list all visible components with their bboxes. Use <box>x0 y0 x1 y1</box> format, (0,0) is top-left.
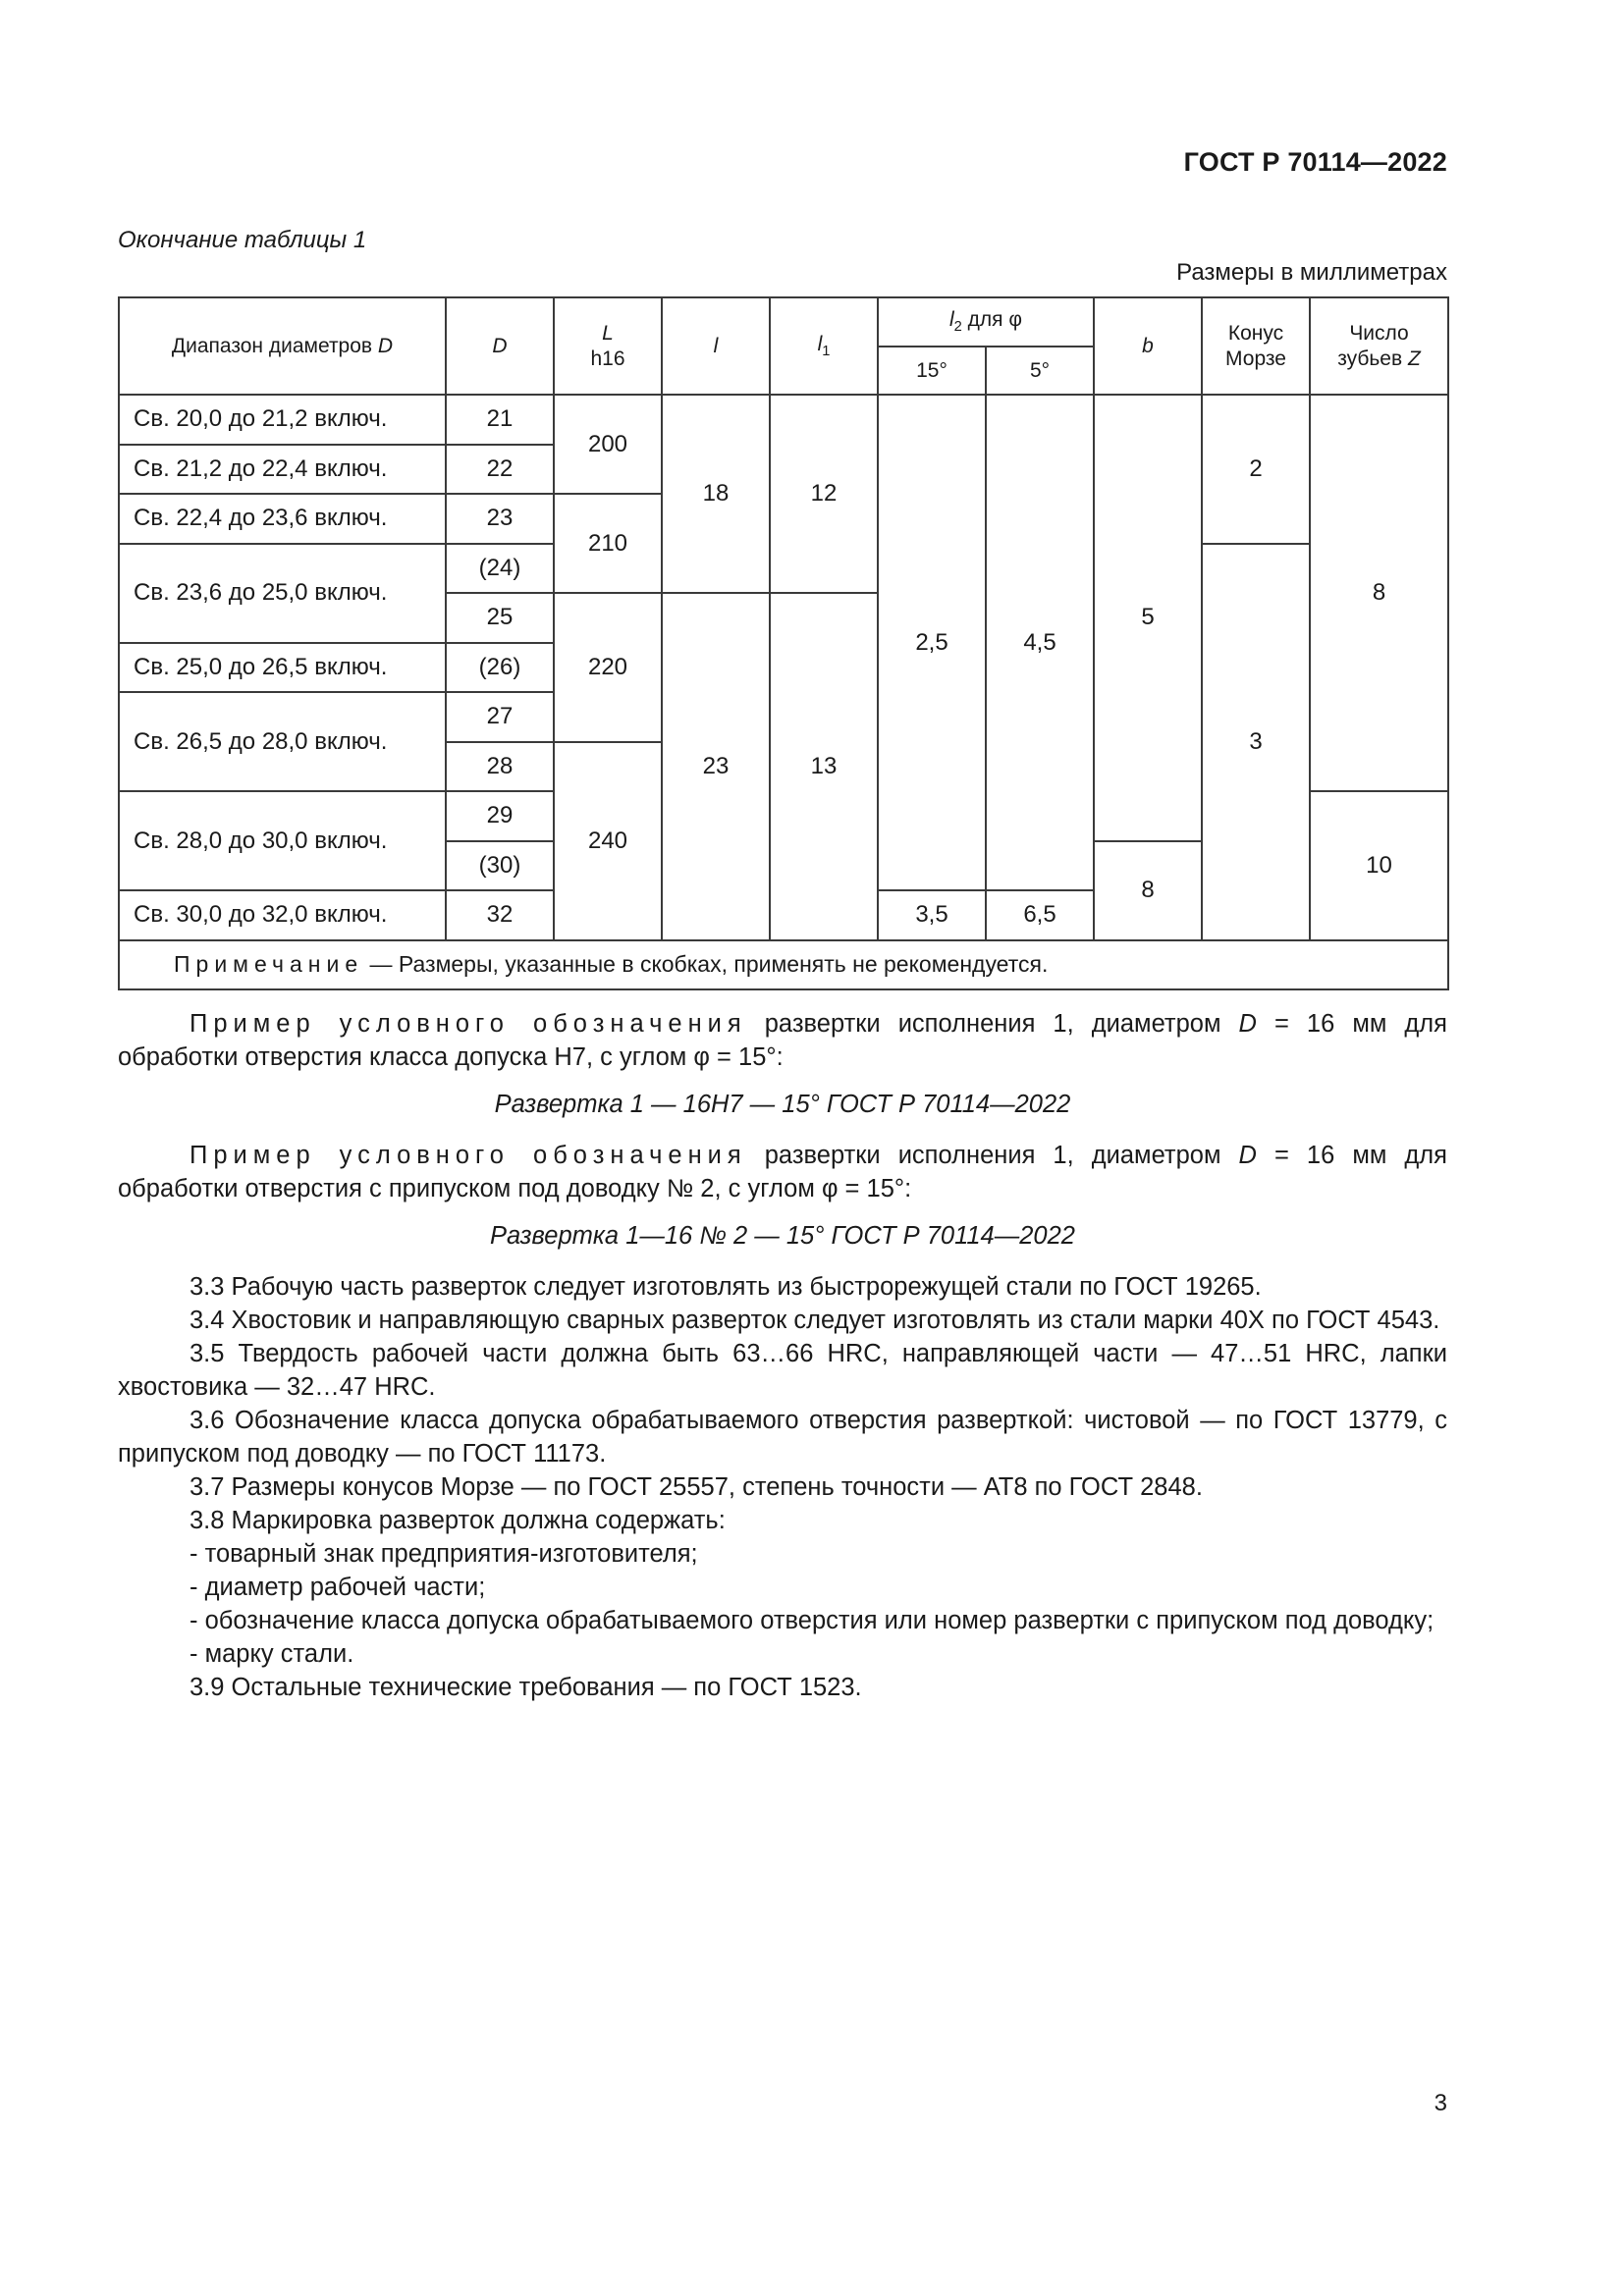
cell-d: (30) <box>446 841 554 891</box>
header-l1: $l_1$ <box>770 297 878 395</box>
cell-range: Св. 21,2 до 22,4 включ. <box>119 445 446 495</box>
body-text <box>118 1007 1447 1704</box>
cell-d: 25 <box>446 593 554 643</box>
cell-l2-5: 6,5 <box>986 890 1094 940</box>
cell-l1: 12 <box>770 395 878 593</box>
list-item: - товарный знак предприятия-изготовителя; <box>189 1540 698 1568</box>
header-d: D <box>446 297 554 395</box>
clause-paragraph: 3.8 Маркировка разверток должна содержать: <box>189 1507 726 1534</box>
cell-l2-15: 3,5 <box>878 890 986 940</box>
cell-d: 21 <box>446 395 554 445</box>
clause-paragraph: 3.5 Твердость рабочей части должна быть 63…66 HRC, направляющей части — 47…51 HRC, лапки хвостовика — 32…47 HRC. <box>118 1340 1447 1401</box>
clause-paragraph: 3.3 Рабочую часть разверток следует изготовлять из быстрорежущей стали по ГОСТ 19265. <box>189 1273 1262 1301</box>
cell-d: 27 <box>446 692 554 742</box>
cell-d: (26) <box>446 643 554 693</box>
example-designation: Развертка 1 — 16Н7 — 15° ГОСТ Р 70114—2022 <box>494 1091 1071 1118</box>
clause-paragraph: 3.7 Размеры конусов Морзе — по ГОСТ 25557, степень точности — АТ8 по ГОСТ 2848. <box>189 1473 1203 1501</box>
cell-length: 210 <box>554 494 662 593</box>
cell-l2-5: 4,5 <box>986 395 1094 890</box>
cell-d: 32 <box>446 890 554 940</box>
header-morse: Конус Морзе <box>1202 297 1310 395</box>
example-paragraph: Пример условного обозначения развертки исполнения 1, диаметром D = 16 мм для обработки отверстия с припуском под доводку № 2, с углом φ = 15°: <box>118 1142 1447 1202</box>
table-caption: Окончание таблицы 1 <box>118 227 367 253</box>
cell-range: Св. 28,0 до 30,0 включ. <box>119 791 446 890</box>
header-range: Диапазон диаметров D <box>119 297 446 395</box>
cell-l: 18 <box>662 395 770 593</box>
example-designation: Развертка 1—16 № 2 — 15° ГОСТ Р 70114—2022 <box>490 1222 1075 1250</box>
header-teeth: Число зубьев Z <box>1310 297 1448 395</box>
clause-paragraph: 3.9 Остальные технические требования — по ГОСТ 1523. <box>189 1674 862 1701</box>
cell-range: Св. 30,0 до 32,0 включ. <box>119 890 446 940</box>
cell-morse: 2 <box>1202 395 1310 544</box>
cell-b: 8 <box>1094 841 1202 940</box>
clause-paragraph: 3.6 Обозначение класса допуска обрабатываемого отверстия разверткой: чистовой — по ГОСТ 13779, с припуском под доводку — по ГОСТ 11173. <box>118 1407 1447 1468</box>
cell-length: 220 <box>554 593 662 742</box>
list-item: - диаметр рабочей части; <box>189 1574 486 1601</box>
cell-length: 200 <box>554 395 662 494</box>
cell-range: Св. 20,0 до 21,2 включ. <box>119 395 446 445</box>
table-row <box>119 395 1448 445</box>
cell-range: Св. 25,0 до 26,5 включ. <box>119 643 446 693</box>
example-paragraph: Пример условного обозначения развертки исполнения 1, диаметром D = 16 мм для обработки отверстия класса допуска Н7, с углом φ = 15°: <box>118 1010 1447 1071</box>
cell-morse: 3 <box>1202 544 1310 940</box>
cell-range: Св. 26,5 до 28,0 включ. <box>119 692 446 791</box>
table-note-row <box>119 940 1448 989</box>
list-item: - обозначение класса допуска обрабатываемого отверстия или номер развертки с припуском под доводку; <box>189 1607 1435 1634</box>
page-number: 3 <box>1434 2090 1447 2116</box>
cell-l2-15: 2,5 <box>878 395 986 890</box>
list-item: - марку стали. <box>189 1640 354 1668</box>
cell-b: 5 <box>1094 395 1202 841</box>
header-phi-5: 5° <box>986 347 1094 395</box>
cell-d: 29 <box>446 791 554 841</box>
header-l-length: L h16 <box>554 297 662 395</box>
header-l: l <box>662 297 770 395</box>
cell-teeth: 8 <box>1310 395 1448 791</box>
cell-d: 22 <box>446 445 554 495</box>
cell-d: (24) <box>446 544 554 594</box>
table-units: Размеры в миллиметрах <box>1176 259 1447 286</box>
cell-length: 240 <box>554 742 662 940</box>
header-phi-15: 15° <box>878 347 986 395</box>
dimensions-table <box>118 296 1449 990</box>
cell-d: 28 <box>446 742 554 792</box>
header-l2: $l_2$ для φ <box>878 297 1094 347</box>
cell-d: 23 <box>446 494 554 544</box>
cell-range: Св. 23,6 до 25,0 включ. <box>119 544 446 643</box>
standard-designation: ГОСТ Р 70114—2022 <box>1183 147 1447 177</box>
cell-l: 23 <box>662 593 770 940</box>
clause-paragraph: 3.4 Хвостовик и направляющую сварных разверток следует изготовлять из стали марки 40Х по ГОСТ 4543. <box>189 1307 1440 1334</box>
table-note: Примечание — Размеры, указанные в скобках, применять не рекомендуется. <box>119 940 1448 989</box>
cell-teeth: 10 <box>1310 791 1448 940</box>
header-b: b <box>1094 297 1202 395</box>
cell-range: Св. 22,4 до 23,6 включ. <box>119 494 446 544</box>
cell-l1: 13 <box>770 593 878 940</box>
